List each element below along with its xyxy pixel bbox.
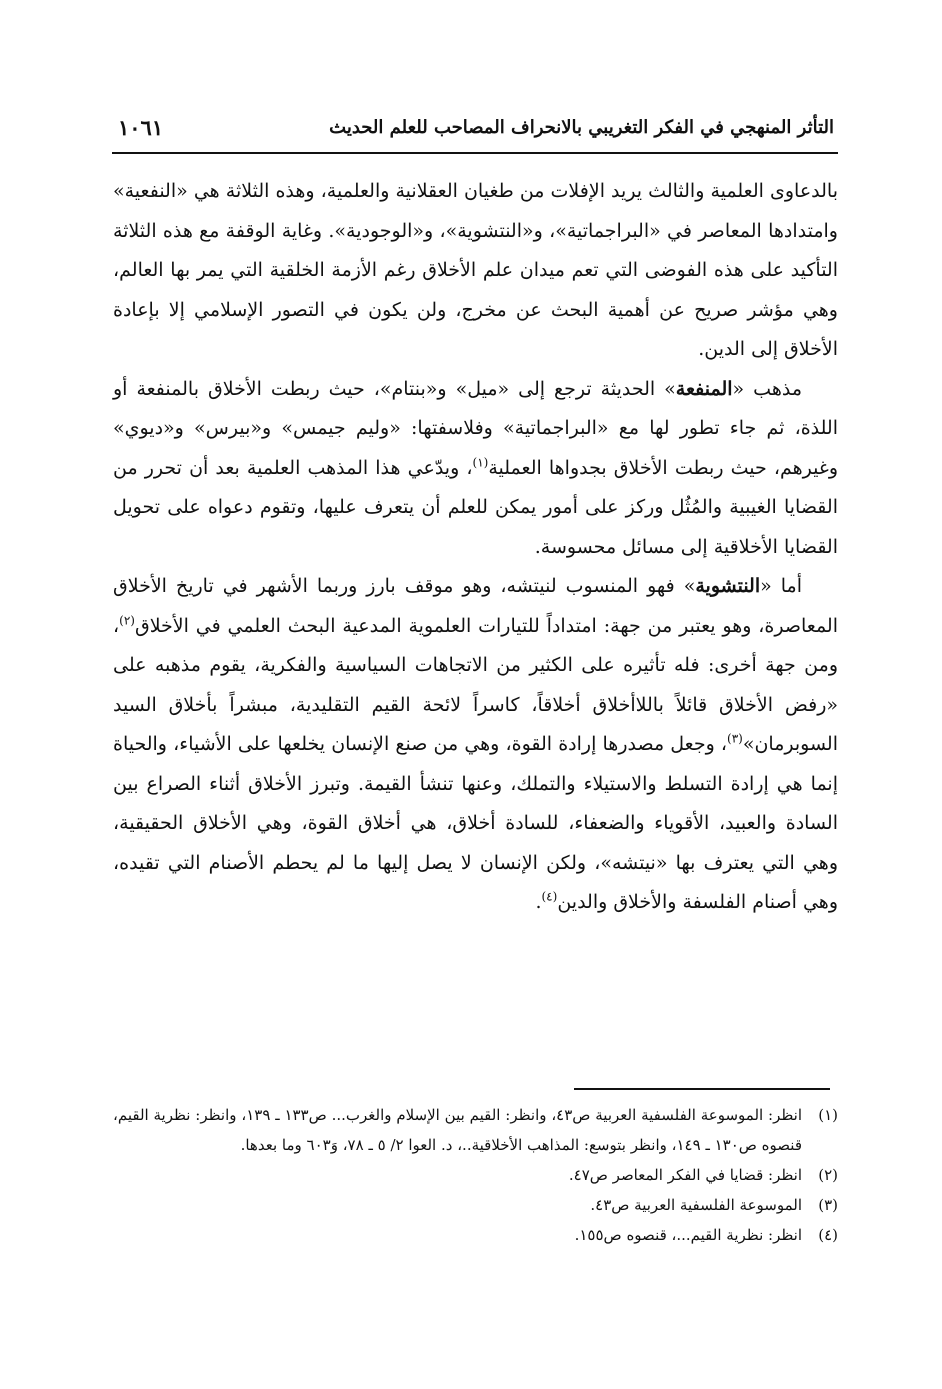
footnote-ref-2: (٢) <box>119 613 135 628</box>
paragraph-3-part-1: » فهو المنسوب لنيتشه، وهو موقف بارز وربما الأشهر في تاريخ الأخلاق المعاصرة، وهو يعتبر من جهة: امتداداً للتيارات العلموية المدعية البحث العلمي في الأخلاق <box>113 575 838 637</box>
paragraph-1 <box>113 172 838 370</box>
footnote-ref-4: (٤) <box>541 889 558 904</box>
footnote-number: (٣) <box>818 1196 838 1214</box>
paragraph-3-part-3: ، وجعل مصدرها إرادة القوة، وهي من صنع الإنسان يخلعها على الأشياء، والحياة إنما هي إرادة التسلط والاستيلاء والتملك، وعنها تنشأ القيمة. وتبرز الأخلاق أثناء الصراع بين السادة والعبيد، الأقوياء والضعفاء، للسادة أخلاق، هي أخلاق القوة، وهي الأخلاق الحقيقية، وهي التي يعترف بها «نيتشه»، ولكن الإنسان لا يصل إليها ما لم يحطم الأصنام التي تقيده، وهي أصنام الفلسفة والأخلاق والدين <box>113 733 838 913</box>
footnote-text: انظر: الموسوعة الفلسفية العربية ص٤٣، وانظر: القيم بين الإسلام والغرب... ص١٣٣ ـ ١٣٩، وانظر: نظرية القيم، قنصوه ص١٣٠ ـ ١٤٩، وانظر بتوسع: المذاهب الأخلاقية..، د. العوا ٢/ ٥ ـ ٧٨، وَ٦٠٣ وما بعدها. <box>113 1106 803 1154</box>
footnote-rule <box>574 1088 830 1090</box>
footnote-1 <box>113 1100 838 1160</box>
paragraph-3-part-2: ، ومن جهة أخرى: فله تأثيره على الكثير من الاتجاهات السياسية والفكرية، يقوم مذهبه على «رفض الأخلاق قائلاً باللاأخلاق أخلاقاً، كاسراً لائحة القيم التقليدية، مبشراً بأخلاق السيد السوبرمان» <box>113 614 838 755</box>
paragraph-2-lead: مذهب « <box>732 377 802 400</box>
running-header <box>118 104 834 150</box>
footnote-2 <box>113 1160 838 1190</box>
footnote-ref-1: (١) <box>472 455 489 470</box>
paragraph-3 <box>113 567 838 923</box>
term-alnitshawiya: النتشوية <box>695 575 761 597</box>
footnote-3 <box>113 1190 838 1220</box>
footnote-number: (٤) <box>818 1226 838 1244</box>
term-almanfaa: المنفعة <box>675 377 733 400</box>
footnote-text: انظر: قضايا في الفكر المعاصر ص٤٧. <box>568 1166 802 1184</box>
paragraph-1-text: بالدعاوى العلمية والثالث يريد الإفلات من طغيان العقلانية والعلمية، وهذه الثلاثة هي «النفعية» وامتدادها المعاصر في «البراجماتية»، و«النتشوية»، و«الوجودية». وغاية الوقفة مع هذه الثلاثة التأكيد على هذه الفوضى التي تعم ميدان علم الأخلاق رغم الأزمة الخلقية التي يمر بها العالم، وهي مؤشر صريح عن أهمية البحث عن مخرج، ولن يكون في التصور الإسلامي إلا بإعادة الأخلاق إلى الدين. <box>113 180 838 360</box>
footnotes <box>113 1100 838 1250</box>
paragraph-2 <box>113 370 838 568</box>
footnote-number: (٢) <box>818 1166 838 1184</box>
page-number: ١٠٦١ <box>118 114 164 140</box>
footnote-ref-3: (٣) <box>727 731 743 746</box>
header-rule <box>112 152 838 154</box>
footnote-text: انظر: نظرية القيم...، قنصوه ص١٥٥. <box>574 1226 802 1244</box>
footnote-4 <box>113 1220 838 1250</box>
running-title: التأثر المنهجي في الفكر التغريبي بالانحراف المصاحب للعلم الحديث <box>329 116 834 138</box>
paragraph-2-tail: ، ويدّعي هذا المذهب العلمية بعد أن تحرر من القضايا الغيبية والمُثُل وركز على أمور يمكن للعلم أن يتعرف عليها، وتقوم دعواه على تحويل القضايا الأخلاقية إلى مسائل محسوسة. <box>113 456 838 558</box>
paragraph-2-text: » الحديثة ترجع إلى «ميل» و«بنتام»، حيث ربطت الأخلاق بالمنفعة أو اللذة، ثم جاء تطور لها مع «البراجماتية» وفلاسفتها: «وليم جيمس» و«بيرس» و«ديوي» وغيرهم، حيث ربطت الأخلاق بجدواها العملية <box>113 377 838 479</box>
main-text <box>113 172 838 923</box>
footnote-number: (١) <box>818 1106 838 1124</box>
paragraph-3-part-4: . <box>535 891 542 913</box>
footnote-text: الموسوعة الفلسفية العربية ص٤٣. <box>590 1196 802 1214</box>
paragraph-3-lead: أما « <box>760 575 802 597</box>
